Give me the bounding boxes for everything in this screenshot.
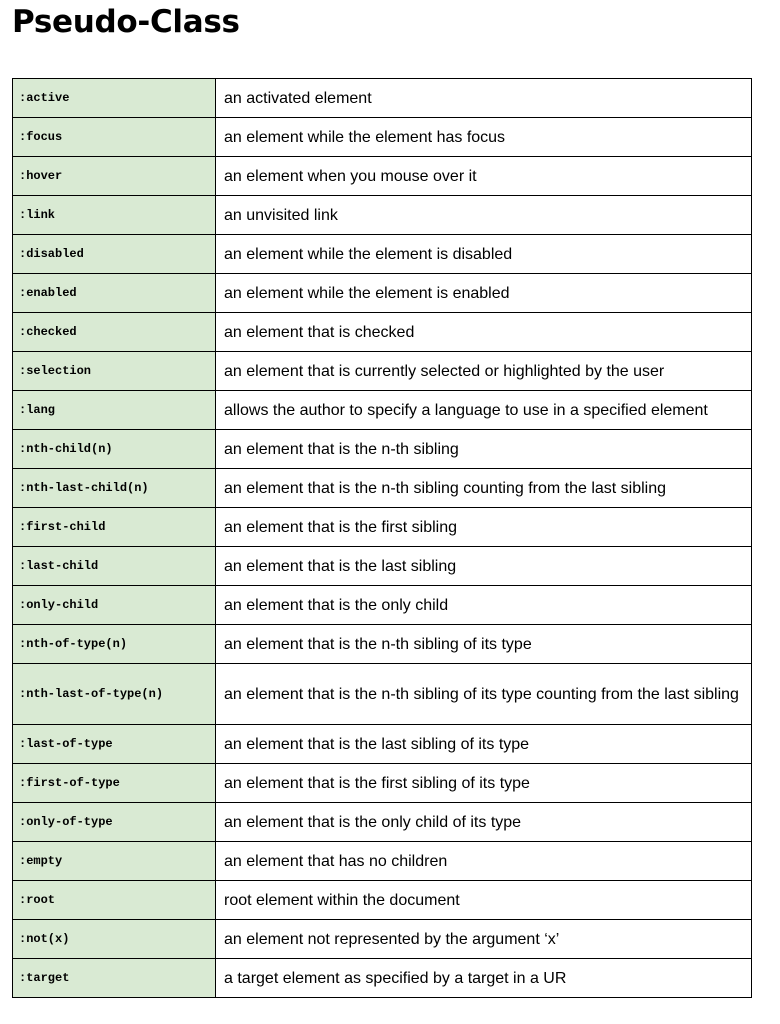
table-row: [13, 235, 752, 274]
description-cell: an element when you mouse over it: [216, 157, 752, 196]
table-row: [13, 196, 752, 235]
description-cell: an element while the element has focus: [216, 118, 752, 157]
description-cell: an element that has no children: [216, 842, 752, 881]
selector-cell: :hover: [13, 157, 216, 196]
table-row: [13, 352, 752, 391]
table-row: [13, 547, 752, 586]
description-cell: an activated element: [216, 79, 752, 118]
selector-cell: :nth-child(n): [13, 430, 216, 469]
description-cell: an element that is checked: [216, 313, 752, 352]
description-cell: an element that is the n-th sibling: [216, 430, 752, 469]
table-row: [13, 118, 752, 157]
pseudo-class-table: [12, 78, 752, 998]
table-row: [13, 764, 752, 803]
description-cell: an element that is the n-th sibling of its type counting from the last sibling: [216, 664, 752, 725]
table-row: [13, 469, 752, 508]
description-cell: an element that is currently selected or highlighted by the user: [216, 352, 752, 391]
table-row: [13, 586, 752, 625]
table-row: [13, 157, 752, 196]
table-row: [13, 313, 752, 352]
selector-cell: :only-of-type: [13, 803, 216, 842]
table-row: [13, 391, 752, 430]
selector-cell: :active: [13, 79, 216, 118]
description-cell: an element that is the n-th sibling of its type: [216, 625, 752, 664]
selector-cell: :nth-last-of-type(n): [13, 664, 216, 725]
selector-cell: :root: [13, 881, 216, 920]
description-cell: root element within the document: [216, 881, 752, 920]
selector-cell: :target: [13, 959, 216, 998]
description-cell: an element not represented by the argument ‘x’: [216, 920, 752, 959]
selector-cell: :first-child: [13, 508, 216, 547]
description-cell: an unvisited link: [216, 196, 752, 235]
description-cell: an element that is the first sibling: [216, 508, 752, 547]
description-cell: a target element as specified by a target in a UR: [216, 959, 752, 998]
selector-cell: :last-of-type: [13, 725, 216, 764]
selector-cell: :not(x): [13, 920, 216, 959]
table-row: [13, 959, 752, 998]
selector-cell: :focus: [13, 118, 216, 157]
selector-cell: :disabled: [13, 235, 216, 274]
description-cell: an element that is the only child: [216, 586, 752, 625]
table-row: [13, 803, 752, 842]
selector-cell: :enabled: [13, 274, 216, 313]
table-row: [13, 430, 752, 469]
description-cell: an element that is the last sibling: [216, 547, 752, 586]
description-cell: an element that is the first sibling of its type: [216, 764, 752, 803]
selector-cell: :first-of-type: [13, 764, 216, 803]
selector-cell: :lang: [13, 391, 216, 430]
table-row: [13, 79, 752, 118]
selector-cell: :link: [13, 196, 216, 235]
table-row: [13, 725, 752, 764]
description-cell: an element that is the only child of its type: [216, 803, 752, 842]
table-row: [13, 508, 752, 547]
description-cell: an element while the element is disabled: [216, 235, 752, 274]
table-row: [13, 274, 752, 313]
selector-cell: :last-child: [13, 547, 216, 586]
table-row: [13, 881, 752, 920]
selector-cell: :nth-last-child(n): [13, 469, 216, 508]
selector-cell: :checked: [13, 313, 216, 352]
description-cell: an element that is the last sibling of its type: [216, 725, 752, 764]
selector-cell: :only-child: [13, 586, 216, 625]
table-row: [13, 920, 752, 959]
selector-cell: :selection: [13, 352, 216, 391]
table-row: [13, 664, 752, 725]
description-cell: an element while the element is enabled: [216, 274, 752, 313]
table-row: [13, 842, 752, 881]
page-title: Pseudo-Class: [12, 4, 240, 40]
table-row: [13, 625, 752, 664]
description-cell: an element that is the n-th sibling counting from the last sibling: [216, 469, 752, 508]
selector-cell: :empty: [13, 842, 216, 881]
description-cell: allows the author to specify a language to use in a specified element: [216, 391, 752, 430]
selector-cell: :nth-of-type(n): [13, 625, 216, 664]
